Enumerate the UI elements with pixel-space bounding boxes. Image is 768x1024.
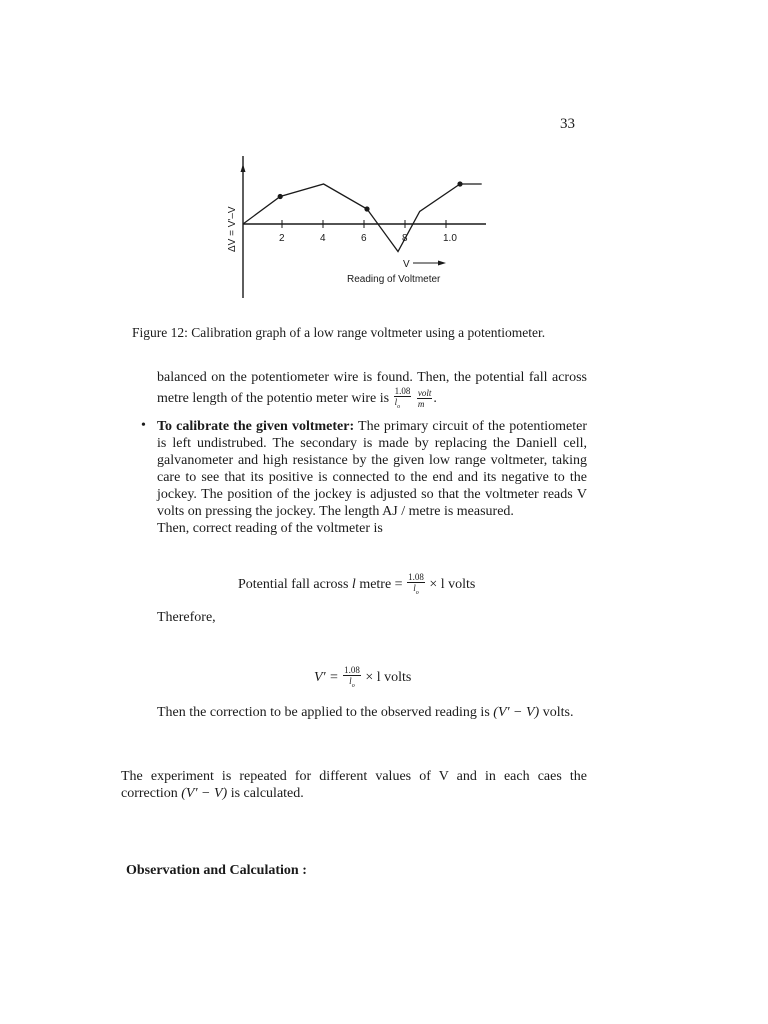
y-axis-arrow xyxy=(241,164,246,172)
bullet: • xyxy=(141,418,146,433)
paragraph-correction: Then the correction to be applied to the observed reading is (V′ − V) volts. xyxy=(157,705,574,720)
therefore-text: Therefore, xyxy=(157,610,216,625)
x-axis-symbol: V xyxy=(403,259,410,270)
figure-caption: Figure 12: Calibration graph of a low range voltmeter using a potentiometer. xyxy=(132,325,546,340)
data-point-1 xyxy=(278,194,283,199)
paragraph-potential-fall: balanced on the potentiometer wire is found. Then, the potential fall across metre length of the potentio meter wire is $\frac{1.08}{l_o}$ $\frac{\text{volt}}{m}$ . xyxy=(157,370,587,410)
x-tick-label-3: 6 xyxy=(361,233,367,244)
x-tick-label-4: 8 xyxy=(402,233,408,244)
equation-v-prime: V′ = $\frac{1.08}{l_o}$ × l volts xyxy=(314,665,412,689)
fraction-volt-over-m: $\frac{\text{volt}}{m}$ xyxy=(417,388,432,410)
data-point-2 xyxy=(364,206,369,211)
page-number: 33 xyxy=(560,116,575,132)
x-arrow-head xyxy=(438,261,446,266)
bullet-heading: To calibrate the given voltmeter: xyxy=(157,419,355,434)
y-axis-label: ΔV = V'–V xyxy=(227,206,238,252)
paragraph-experiment-repeated: The experiment is repeated for different values of V and in each caes the correction (V′ − V) is calculated. xyxy=(121,769,587,801)
section-heading-observation: Observation and Calculation : xyxy=(126,863,307,878)
x-tick-label-1: 2 xyxy=(279,233,285,244)
fraction-1-08-over-lo: $\frac{1.08}{l_o}$ xyxy=(394,386,411,410)
calibration-graph xyxy=(210,150,500,310)
data-point-3 xyxy=(457,181,462,186)
x-tick-label-5: 1.0 xyxy=(443,233,457,244)
equation-potential-fall: Potential fall across l metre = $\frac{1.08}{l_o}$ × l volts xyxy=(238,572,476,596)
paragraph-calibrate-voltmeter: To calibrate the given voltmeter: The primary circuit of the potentiometer is left undistrubed. The secondary is made by replacing the Daniell cell, galvanometer and high resistance by the given low range voltmeter, taking care to see that its positive is connected to the end and its negative to the jockey. The position of the jockey is adjusted so that the voltmeter reads V volts on pressing the jockey. The length AJ / metre is measured. Then, correct reading of the voltmeter is xyxy=(157,419,588,536)
x-tick-label-2: 4 xyxy=(320,233,326,244)
x-axis-label: Reading of Voltmeter xyxy=(347,274,441,285)
